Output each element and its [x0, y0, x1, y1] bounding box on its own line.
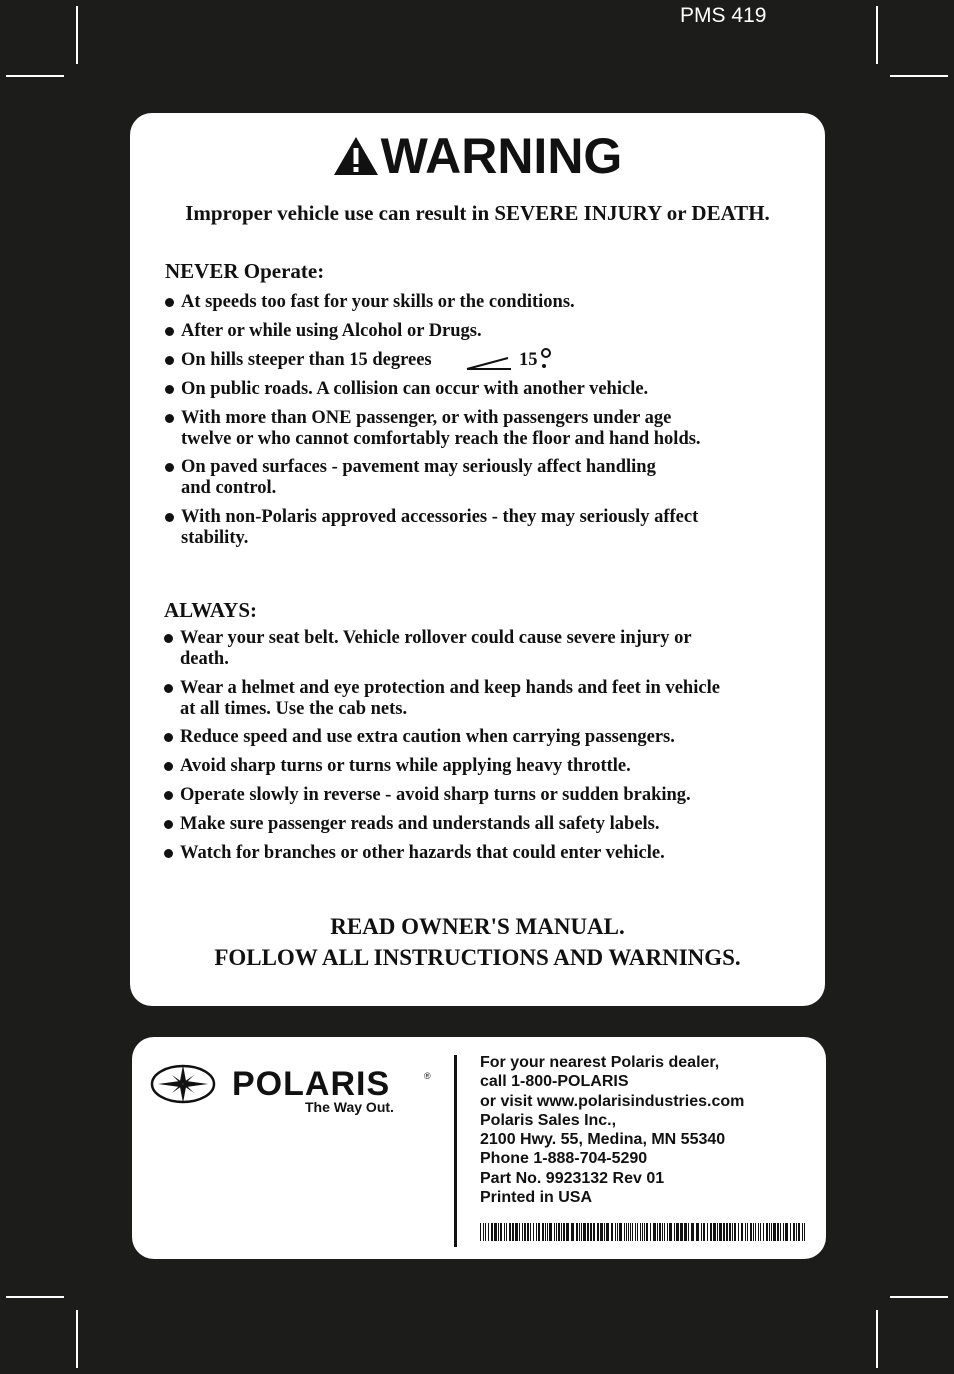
barcode-bar — [710, 1223, 712, 1241]
never-item: With non-Polaris approved accessories - they may seriously affect stability. — [181, 507, 698, 549]
barcode-bar — [780, 1223, 781, 1241]
barcode-bar — [485, 1223, 486, 1241]
barcode-bar — [758, 1223, 759, 1241]
footer-divider — [454, 1055, 457, 1247]
barcode-bar — [491, 1223, 493, 1241]
barcode-bar — [796, 1223, 797, 1241]
polaris-star-logo-icon — [150, 1063, 216, 1105]
barcode-bar — [583, 1223, 586, 1241]
warning-triangle-icon — [333, 135, 379, 177]
barcode-bar — [519, 1223, 520, 1241]
barcode-bar — [488, 1223, 489, 1241]
contact-line: Polaris Sales Inc., — [480, 1111, 617, 1129]
barcode-bar — [750, 1223, 752, 1241]
barcode-bar — [771, 1223, 772, 1241]
barcode-bar — [606, 1223, 609, 1241]
slope-label: 15 — [519, 350, 538, 370]
barcode-bar — [527, 1223, 529, 1241]
contact-line: Phone 1-888-704-5290 — [480, 1150, 648, 1168]
barcode-bar — [696, 1223, 699, 1241]
barcode-bar — [662, 1223, 663, 1241]
brand-tagline: The Way Out. — [305, 1099, 394, 1115]
barcode-bar — [597, 1223, 599, 1241]
barcode-bar — [530, 1223, 531, 1241]
barcode-bar — [498, 1223, 499, 1241]
barcode-bar — [515, 1223, 518, 1241]
barcode-bar — [691, 1223, 694, 1241]
barcode-bar — [536, 1223, 537, 1241]
barcode-bar — [729, 1223, 731, 1241]
barcode-bar — [615, 1223, 616, 1241]
read-manual-notice: READ OWNER'S MANUAL. FOLLOW ALL INSTRUCTIONS AND WARNINGS. — [214, 914, 741, 970]
barcode-bar — [732, 1223, 733, 1241]
barcode-bar — [581, 1223, 582, 1241]
always-heading: ALWAYS: — [164, 598, 257, 622]
barcode-bar — [642, 1223, 643, 1241]
barcode-bar — [538, 1223, 540, 1241]
barcode-bar — [657, 1223, 658, 1241]
barcode-bar — [659, 1223, 661, 1241]
barcode-bar — [790, 1223, 791, 1241]
bullet — [165, 513, 174, 522]
barcode-bar — [587, 1223, 589, 1241]
barcode-bar — [738, 1223, 739, 1241]
barcode-bar — [600, 1223, 603, 1241]
degree-icon — [540, 347, 552, 371]
barcode-bar — [576, 1223, 578, 1241]
barcode-bar — [753, 1223, 754, 1241]
barcode-bar — [726, 1223, 728, 1241]
warning-title-row — [130, 127, 825, 185]
warning-panel — [130, 113, 825, 1006]
always-item: Avoid sharp turns or turns while applying heavy throttle. — [180, 756, 631, 777]
barcode-bar — [646, 1223, 648, 1241]
barcode-bar — [593, 1223, 595, 1241]
barcode-bar — [723, 1223, 725, 1241]
barcode-bar — [590, 1223, 592, 1241]
crop-mark — [876, 1310, 878, 1368]
bullet — [164, 849, 173, 858]
barcode-bar — [579, 1223, 580, 1241]
barcode-icon — [480, 1223, 806, 1241]
barcode-bar — [755, 1223, 756, 1241]
bullet — [164, 762, 173, 771]
bullet — [164, 820, 173, 829]
barcode-bar — [547, 1223, 548, 1241]
print-color-mark: PMS 419 — [680, 4, 767, 27]
always-item: Watch for branches or other hazards that could enter vehicle. — [180, 843, 665, 864]
barcode-bar — [644, 1223, 645, 1241]
barcode-bar — [741, 1223, 743, 1241]
barcode-bar — [680, 1223, 683, 1241]
barcode-bar — [566, 1223, 569, 1241]
barcode-bar — [717, 1223, 718, 1241]
barcode-bar — [506, 1223, 507, 1241]
crop-mark — [6, 75, 64, 77]
bullet — [165, 463, 174, 472]
barcode-bar — [793, 1223, 795, 1241]
always-item: Reduce speed and use extra caution when carrying passengers. — [180, 727, 675, 748]
barcode-bar — [632, 1223, 633, 1241]
contact-line: 2100 Hwy. 55, Medina, MN 55340 — [480, 1131, 726, 1149]
slope-angle-icon — [466, 353, 512, 371]
barcode-bar — [769, 1223, 770, 1241]
warning-subtitle: Improper vehicle use can result in SEVERE INJURY or DEATH. — [185, 201, 770, 225]
barcode-bar — [667, 1223, 668, 1241]
bullet — [165, 298, 174, 307]
bullet — [165, 385, 174, 394]
crop-mark — [890, 1296, 948, 1298]
never-item: On hills steeper than 15 degrees — [181, 350, 432, 371]
barcode-bar — [707, 1223, 708, 1241]
barcode-bar — [763, 1223, 764, 1241]
barcode-bar — [611, 1223, 613, 1241]
barcode-bar — [558, 1223, 560, 1241]
bullet — [165, 356, 174, 365]
crop-mark — [876, 6, 878, 64]
barcode-bar — [650, 1223, 651, 1241]
crop-mark — [890, 75, 948, 77]
barcode-bar — [745, 1223, 746, 1241]
barcode-bar — [483, 1223, 484, 1241]
barcode-bar — [703, 1223, 705, 1241]
barcode-bar — [628, 1223, 629, 1241]
contact-line: Part No. 9923132 Rev 01 — [480, 1169, 665, 1187]
barcode-bar — [571, 1223, 574, 1241]
barcode-bar — [802, 1223, 803, 1241]
contact-line: or visit www.polarisindustries.com — [480, 1092, 745, 1110]
bullet — [165, 327, 174, 336]
barcode-bar — [630, 1223, 631, 1241]
barcode-bar — [676, 1223, 679, 1241]
bullet — [164, 791, 173, 800]
barcode-bar — [626, 1223, 627, 1241]
barcode-bar — [542, 1223, 544, 1241]
barcode-bar — [804, 1223, 805, 1241]
barcode-bar — [734, 1223, 736, 1241]
barcode-bar — [760, 1223, 761, 1241]
barcode-bar — [783, 1223, 784, 1241]
barcode-bar — [563, 1223, 565, 1241]
barcode-bar — [617, 1223, 618, 1241]
barcode-bar — [561, 1223, 562, 1241]
barcode-bar — [635, 1223, 636, 1241]
crop-mark — [76, 1310, 78, 1368]
barcode-bar — [719, 1223, 722, 1241]
barcode-bar — [522, 1223, 523, 1241]
barcode-bar — [494, 1223, 497, 1241]
barcode-bar — [684, 1223, 687, 1241]
polaris-logo — [150, 1061, 450, 1121]
barcode-bar — [556, 1223, 557, 1241]
barcode-bar — [773, 1223, 776, 1241]
barcode-bar — [688, 1223, 689, 1241]
always-item: Operate slowly in reverse - avoid sharp turns or sudden braking. — [180, 785, 691, 806]
barcode-bar — [653, 1223, 656, 1241]
always-item: Wear your seat belt. Vehicle rollover could cause severe injury or death. — [180, 628, 692, 670]
barcode-bar — [480, 1223, 481, 1241]
crop-mark — [6, 1296, 64, 1298]
never-item: At speeds too fast for your skills or the conditions. — [181, 292, 575, 313]
never-item: After or while using Alcohol or Drugs. — [181, 321, 482, 342]
barcode-bar — [664, 1223, 665, 1241]
barcode-bar — [533, 1223, 534, 1241]
barcode-bar — [701, 1223, 702, 1241]
bullet — [164, 733, 173, 742]
barcode-bar — [713, 1223, 716, 1241]
barcode-bar — [747, 1223, 748, 1241]
barcode-bar — [777, 1223, 779, 1241]
barcode-bar — [798, 1223, 800, 1241]
never-item: On public roads. A collision can occur with another vehicle. — [181, 379, 648, 400]
footer-panel — [132, 1037, 826, 1259]
bullet — [165, 414, 174, 423]
barcode-bar — [512, 1223, 514, 1241]
always-item: Wear a helmet and eye protection and keep hands and feet in vehicle at all times. Use the cab nets. — [180, 678, 720, 720]
barcode-bar — [669, 1223, 672, 1241]
never-item: On paved surfaces - pavement may seriously affect handling and control. — [181, 457, 656, 499]
barcode-bar — [509, 1223, 511, 1241]
warning-title: WARNING — [380, 128, 623, 184]
barcode-bar — [674, 1223, 675, 1241]
barcode-bar — [624, 1223, 625, 1241]
contact-line: call 1-800-POLARIS — [480, 1073, 629, 1091]
always-item: Make sure passenger reads and understands all safety labels. — [180, 814, 660, 835]
barcode-bar — [640, 1223, 641, 1241]
never-heading: NEVER Operate: — [165, 259, 325, 283]
contact-line: Printed in USA — [480, 1189, 593, 1207]
barcode-bar — [637, 1223, 638, 1241]
contact-info — [480, 1053, 744, 1207]
brand-name: POLARIS — [232, 1065, 391, 1103]
crop-mark — [76, 6, 78, 64]
barcode-bar — [504, 1223, 505, 1241]
barcode-bar — [766, 1223, 768, 1241]
registered-mark: ® — [424, 1071, 431, 1081]
bullet — [164, 684, 173, 693]
barcode-bar — [524, 1223, 526, 1241]
barcode-bar — [785, 1223, 788, 1241]
barcode-bar — [604, 1223, 605, 1241]
barcode-bar — [619, 1223, 622, 1241]
never-item: With more than ONE passenger, or with passengers under age twelve or who cannot comfortably reach the floor and hand holds. — [181, 408, 701, 450]
contact-line: For your nearest Polaris dealer, — [480, 1054, 720, 1071]
barcode-bar — [554, 1223, 555, 1241]
barcode-bar — [500, 1223, 502, 1241]
barcode-bar — [545, 1223, 546, 1241]
bullet — [164, 634, 173, 643]
barcode-bar — [549, 1223, 552, 1241]
